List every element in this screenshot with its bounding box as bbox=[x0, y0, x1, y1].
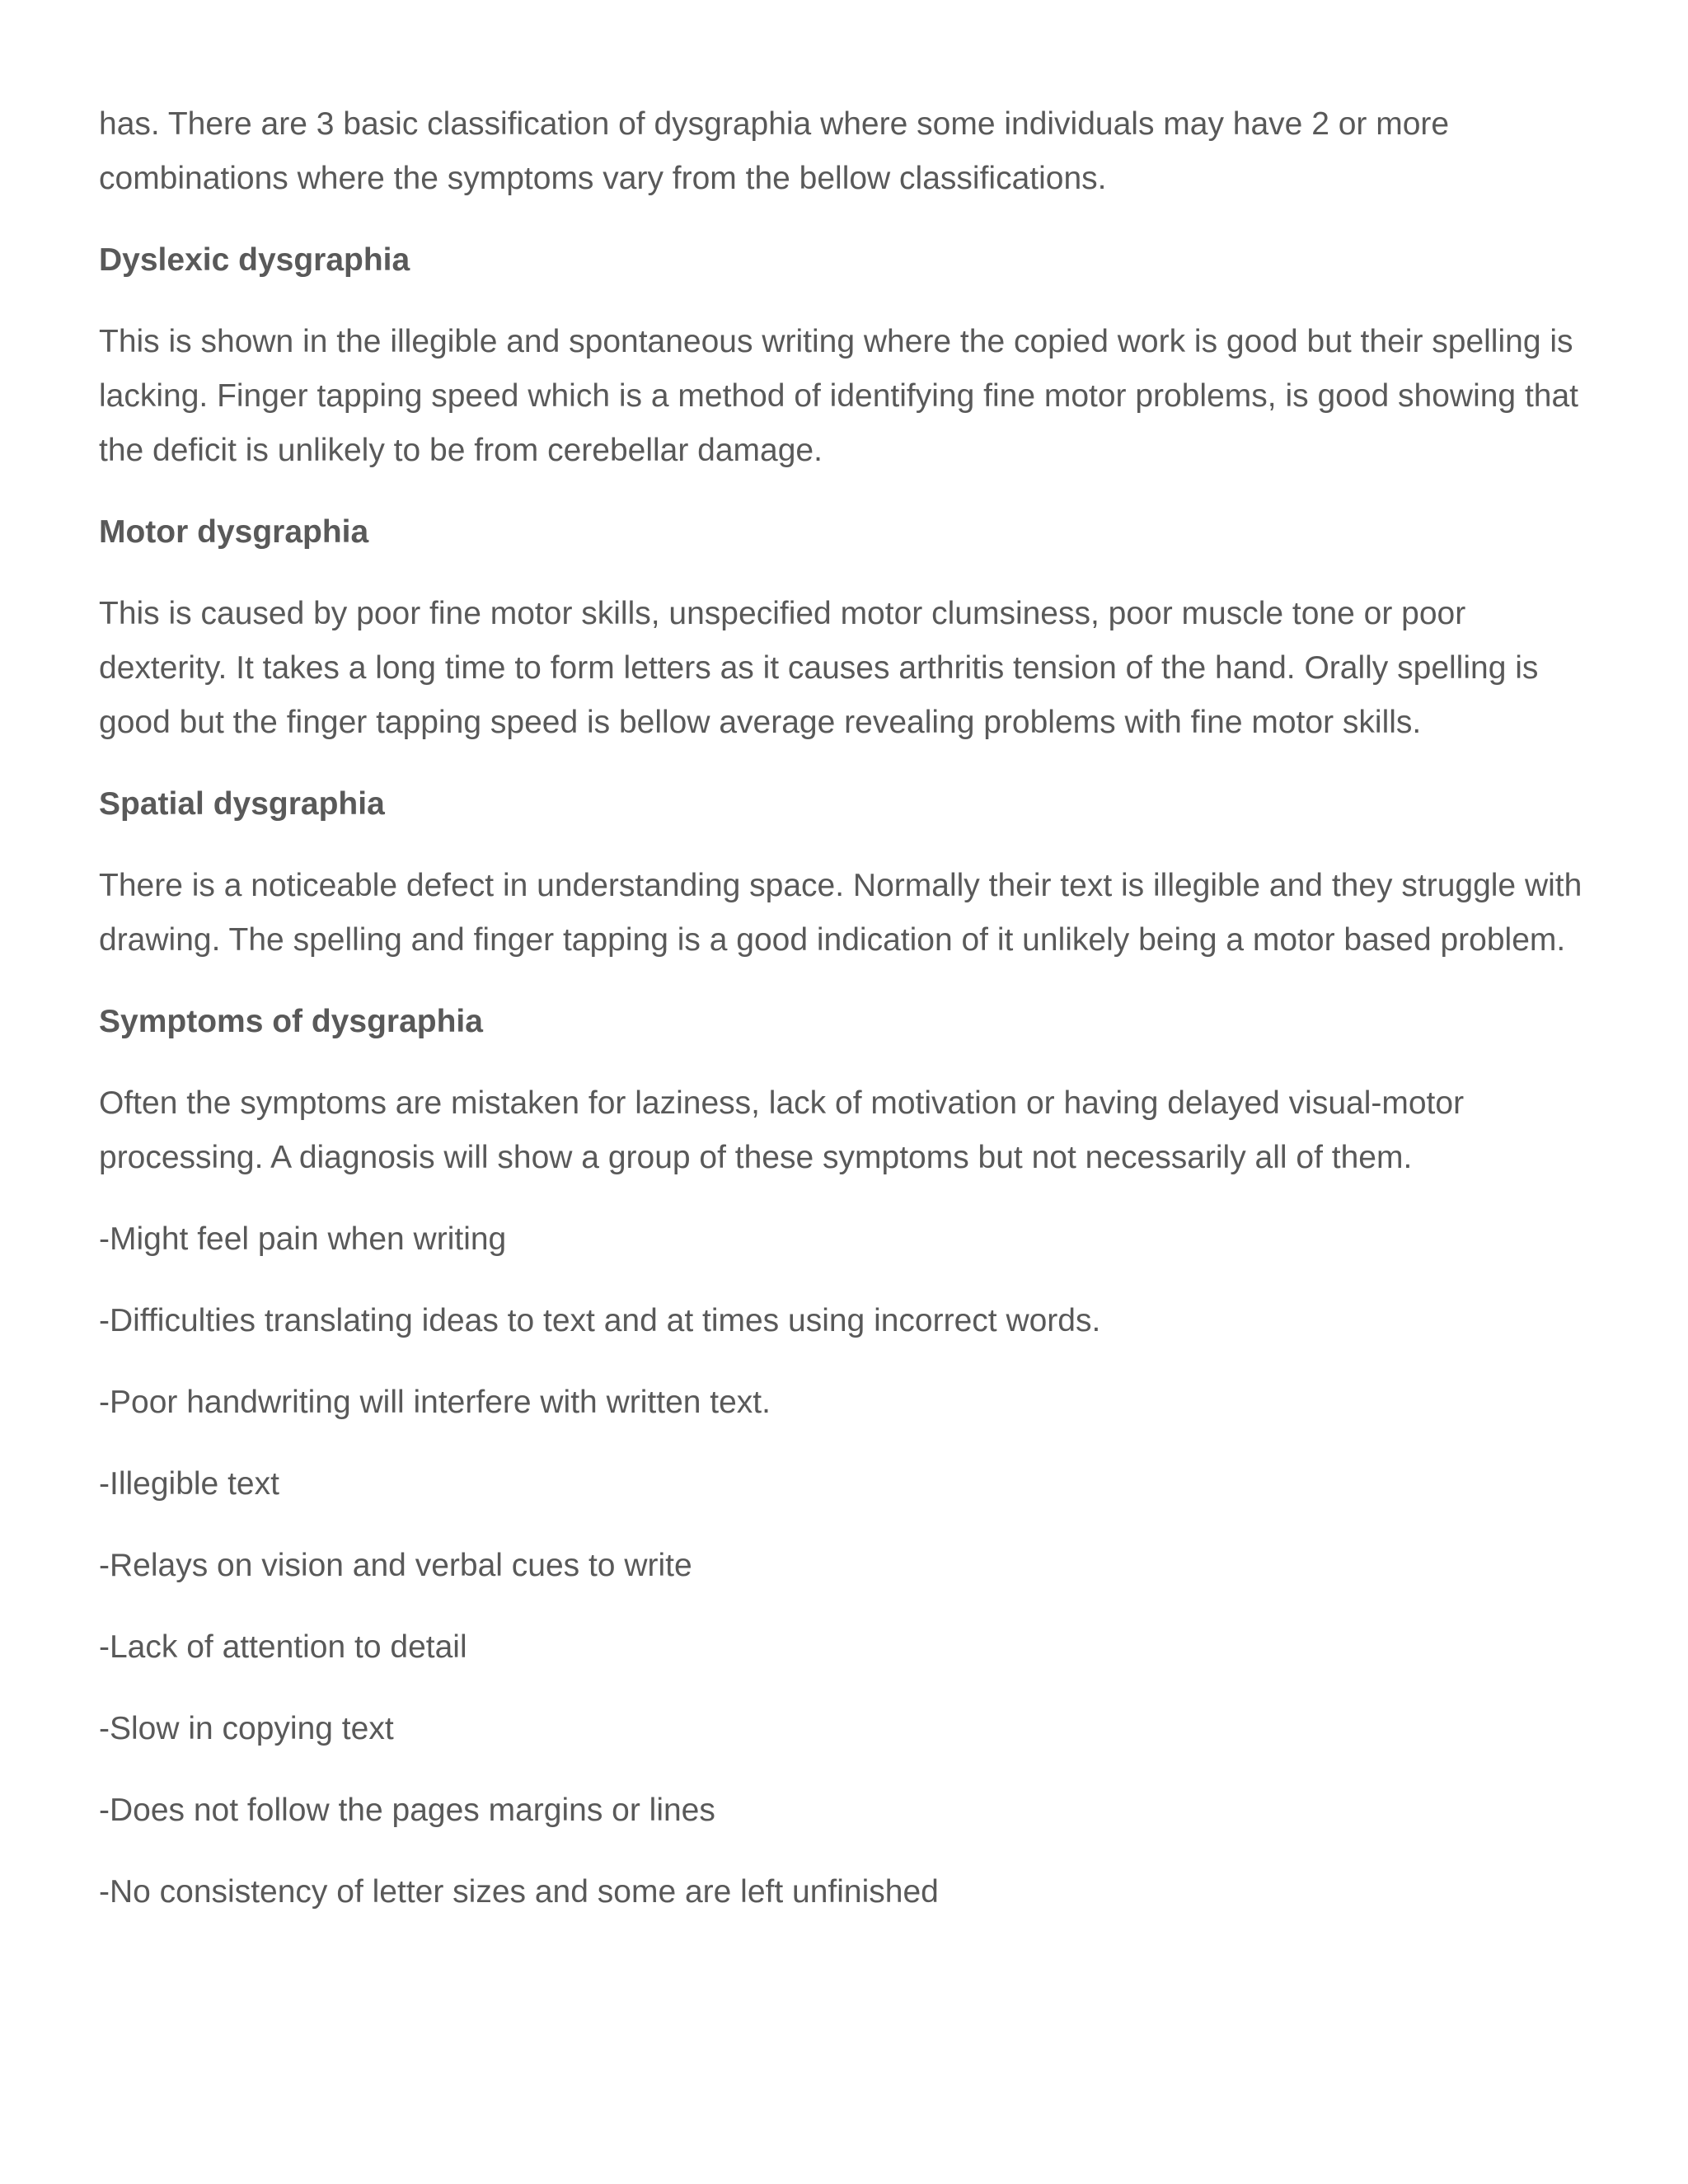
symptom-item: -Relays on vision and verbal cues to write bbox=[99, 1548, 692, 1583]
symptom-item: -No consistency of letter sizes and some are left unfinished bbox=[99, 1874, 939, 1910]
heading-spatial-dysgraphia: Spatial dysgraphia bbox=[99, 786, 385, 822]
symptom-list bbox=[99, 1212, 1599, 1919]
paragraph-spatial-dysgraphia: There is a noticeable defect in understanding space. Normally their text is illegible and they struggle with drawing. The spelling and finger tapping is a good indication of it unlikely being a motor based problem. bbox=[99, 868, 1582, 958]
paragraph-motor-dysgraphia: This is caused by poor fine motor skills, unspecified motor clumsiness, poor muscle tone or poor dexterity. It takes a long time to form letters as it causes arthritis tension of the hand. Orally spelling is good but the finger tapping speed is bellow average revealing problems with fine motor skills. bbox=[99, 596, 1539, 740]
paragraph-symptoms-of-dysgraphia: Often the symptoms are mistaken for laziness, lack of motivation or having delayed visual-motor processing. A diagnosis will show a group of these symptoms but not necessarily all of them. bbox=[99, 1085, 1465, 1175]
document-page bbox=[99, 97, 1599, 1947]
symptom-item: -Might feel pain when writing bbox=[99, 1221, 507, 1257]
symptom-item: -Lack of attention to detail bbox=[99, 1629, 467, 1665]
symptom-item: -Illegible text bbox=[99, 1466, 279, 1502]
symptom-item: -Poor handwriting will interfere with written text. bbox=[99, 1385, 771, 1420]
intro-paragraph: has. There are 3 basic classification of dysgraphia where some individuals may have 2 or more combinations where the symptoms vary from the bellow classifications. bbox=[99, 106, 1450, 196]
heading-motor-dysgraphia: Motor dysgraphia bbox=[99, 514, 369, 550]
symptom-item: -Difficulties translating ideas to text and at times using incorrect words. bbox=[99, 1303, 1101, 1338]
heading-dyslexic-dysgraphia: Dyslexic dysgraphia bbox=[99, 242, 410, 278]
heading-symptoms-of-dysgraphia: Symptoms of dysgraphia bbox=[99, 1004, 483, 1039]
symptom-item: -Does not follow the pages margins or lines bbox=[99, 1793, 715, 1828]
paragraph-dyslexic-dysgraphia: This is shown in the illegible and spontaneous writing where the copied work is good but their spelling is lacking. Finger tapping speed which is a method of identifying fine motor problems, is good showing that the deficit is unlikely to be from cerebellar damage. bbox=[99, 324, 1579, 468]
symptom-item: -Slow in copying text bbox=[99, 1711, 394, 1746]
